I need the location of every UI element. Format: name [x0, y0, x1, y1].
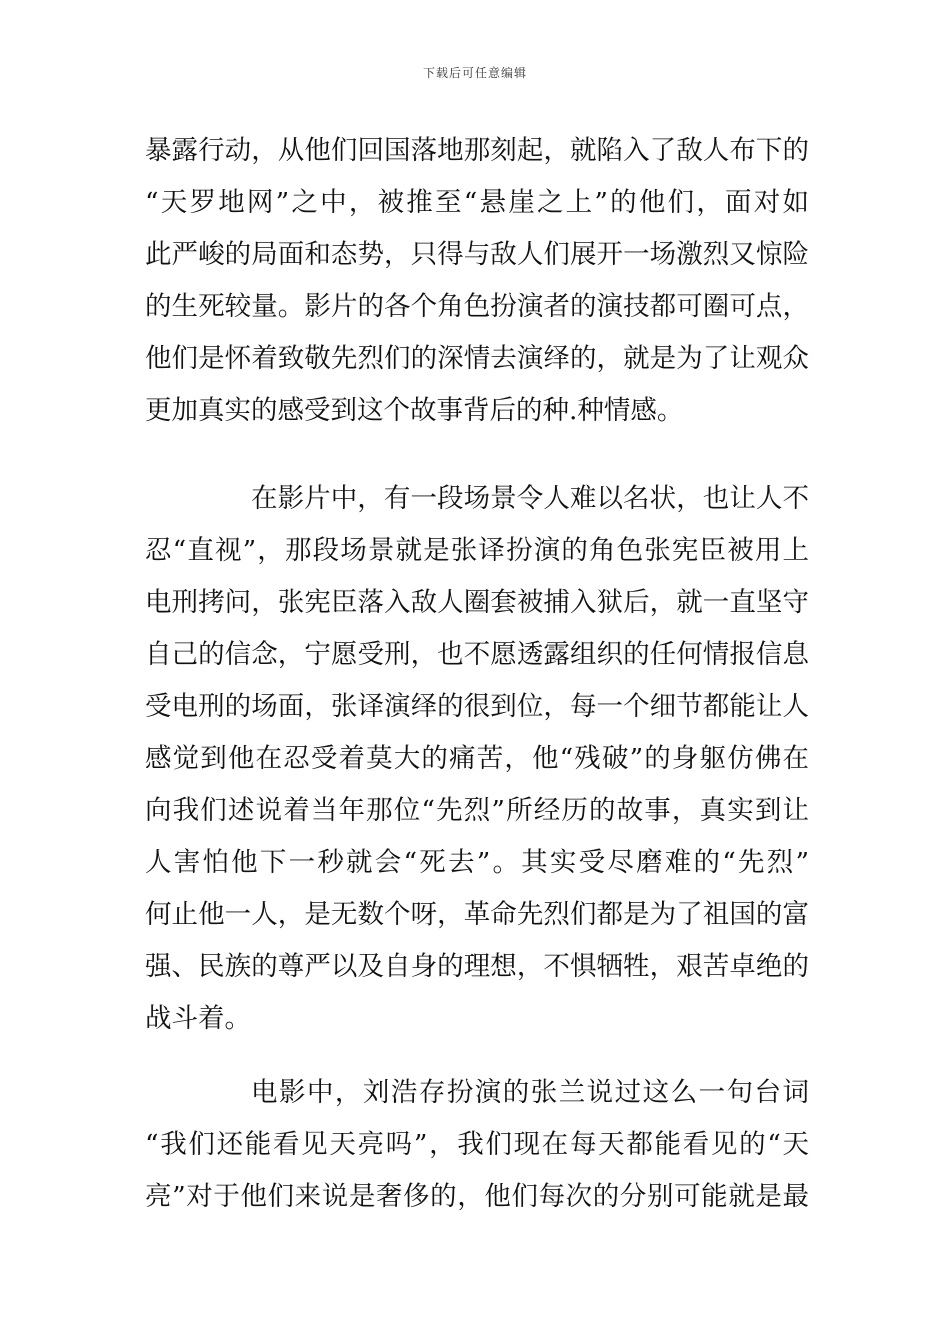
paragraph-line: 此严峻的局面和态势，只得与敌人们展开一场激烈又惊险: [145, 239, 809, 270]
paragraph-line: 亮”对于他们来说是奢侈的，他们每次的分别可能就是最: [145, 1181, 809, 1212]
paragraph-line: 电刑拷问，张宪臣落入敌人圈套被捕入狱后，就一直坚守: [145, 587, 809, 618]
paragraph-3: [145, 1067, 809, 1223]
paragraph-line: 暴露行动，从他们回国落地那刻起，就陷入了敌人布下的: [145, 135, 809, 166]
paragraph-line: 他们是怀着致敬先烈们的深情去演绎的，就是为了让观众: [145, 343, 809, 374]
paragraph-1: [145, 125, 809, 437]
paragraph-line: 在影片中，有一段场景令人难以名状，也让人不: [251, 483, 809, 514]
paragraph-line: 更加真实的感受到这个故事背后的种.种情感。: [145, 395, 684, 426]
paragraph-line: 战斗着。: [145, 1003, 251, 1034]
paragraph-line: “天罗地网”之中，被推至“悬崖之上”的他们，面对如: [145, 187, 809, 218]
paragraph-line: 电影中，刘浩存扮演的张兰说过这么一句台词: [251, 1077, 809, 1108]
paragraph-line: 忍“直视”，那段场景就是张译扮演的角色张宪臣被用上: [145, 535, 809, 566]
paragraph-line: 何止他一人，是无数个呀，革命先烈们都是为了祖国的富: [145, 899, 809, 930]
paragraph-line: 受电刑的场面，张译演绎的很到位，每一个细节都能让人: [145, 691, 809, 722]
paragraph-line: 向我们述说着当年那位“先烈”所经历的故事，真实到让: [145, 795, 809, 826]
paragraph-line: 感觉到他在忍受着莫大的痛苦，他“残破”的身躯仿佛在: [145, 743, 809, 774]
page-header-note: 下载后可任意编辑: [422, 66, 527, 80]
paragraph-line: “我们还能看见天亮吗”，我们现在每天都能看见的“天: [145, 1129, 809, 1160]
paragraph-2: [145, 473, 809, 1045]
paragraph-line: 自己的信念，宁愿受刑，也不愿透露组织的任何情报信息: [145, 639, 809, 670]
paragraph-line: 强、民族的尊严以及自身的理想，不惧牺牲，艰苦卓绝的: [145, 951, 809, 982]
paragraph-line: 人害怕他下一秒就会“死去”。其实受尽磨难的“先烈”: [145, 847, 809, 878]
paragraph-line: 的生死较量。影片的各个角色扮演者的演技都可圈可点，: [145, 291, 809, 322]
